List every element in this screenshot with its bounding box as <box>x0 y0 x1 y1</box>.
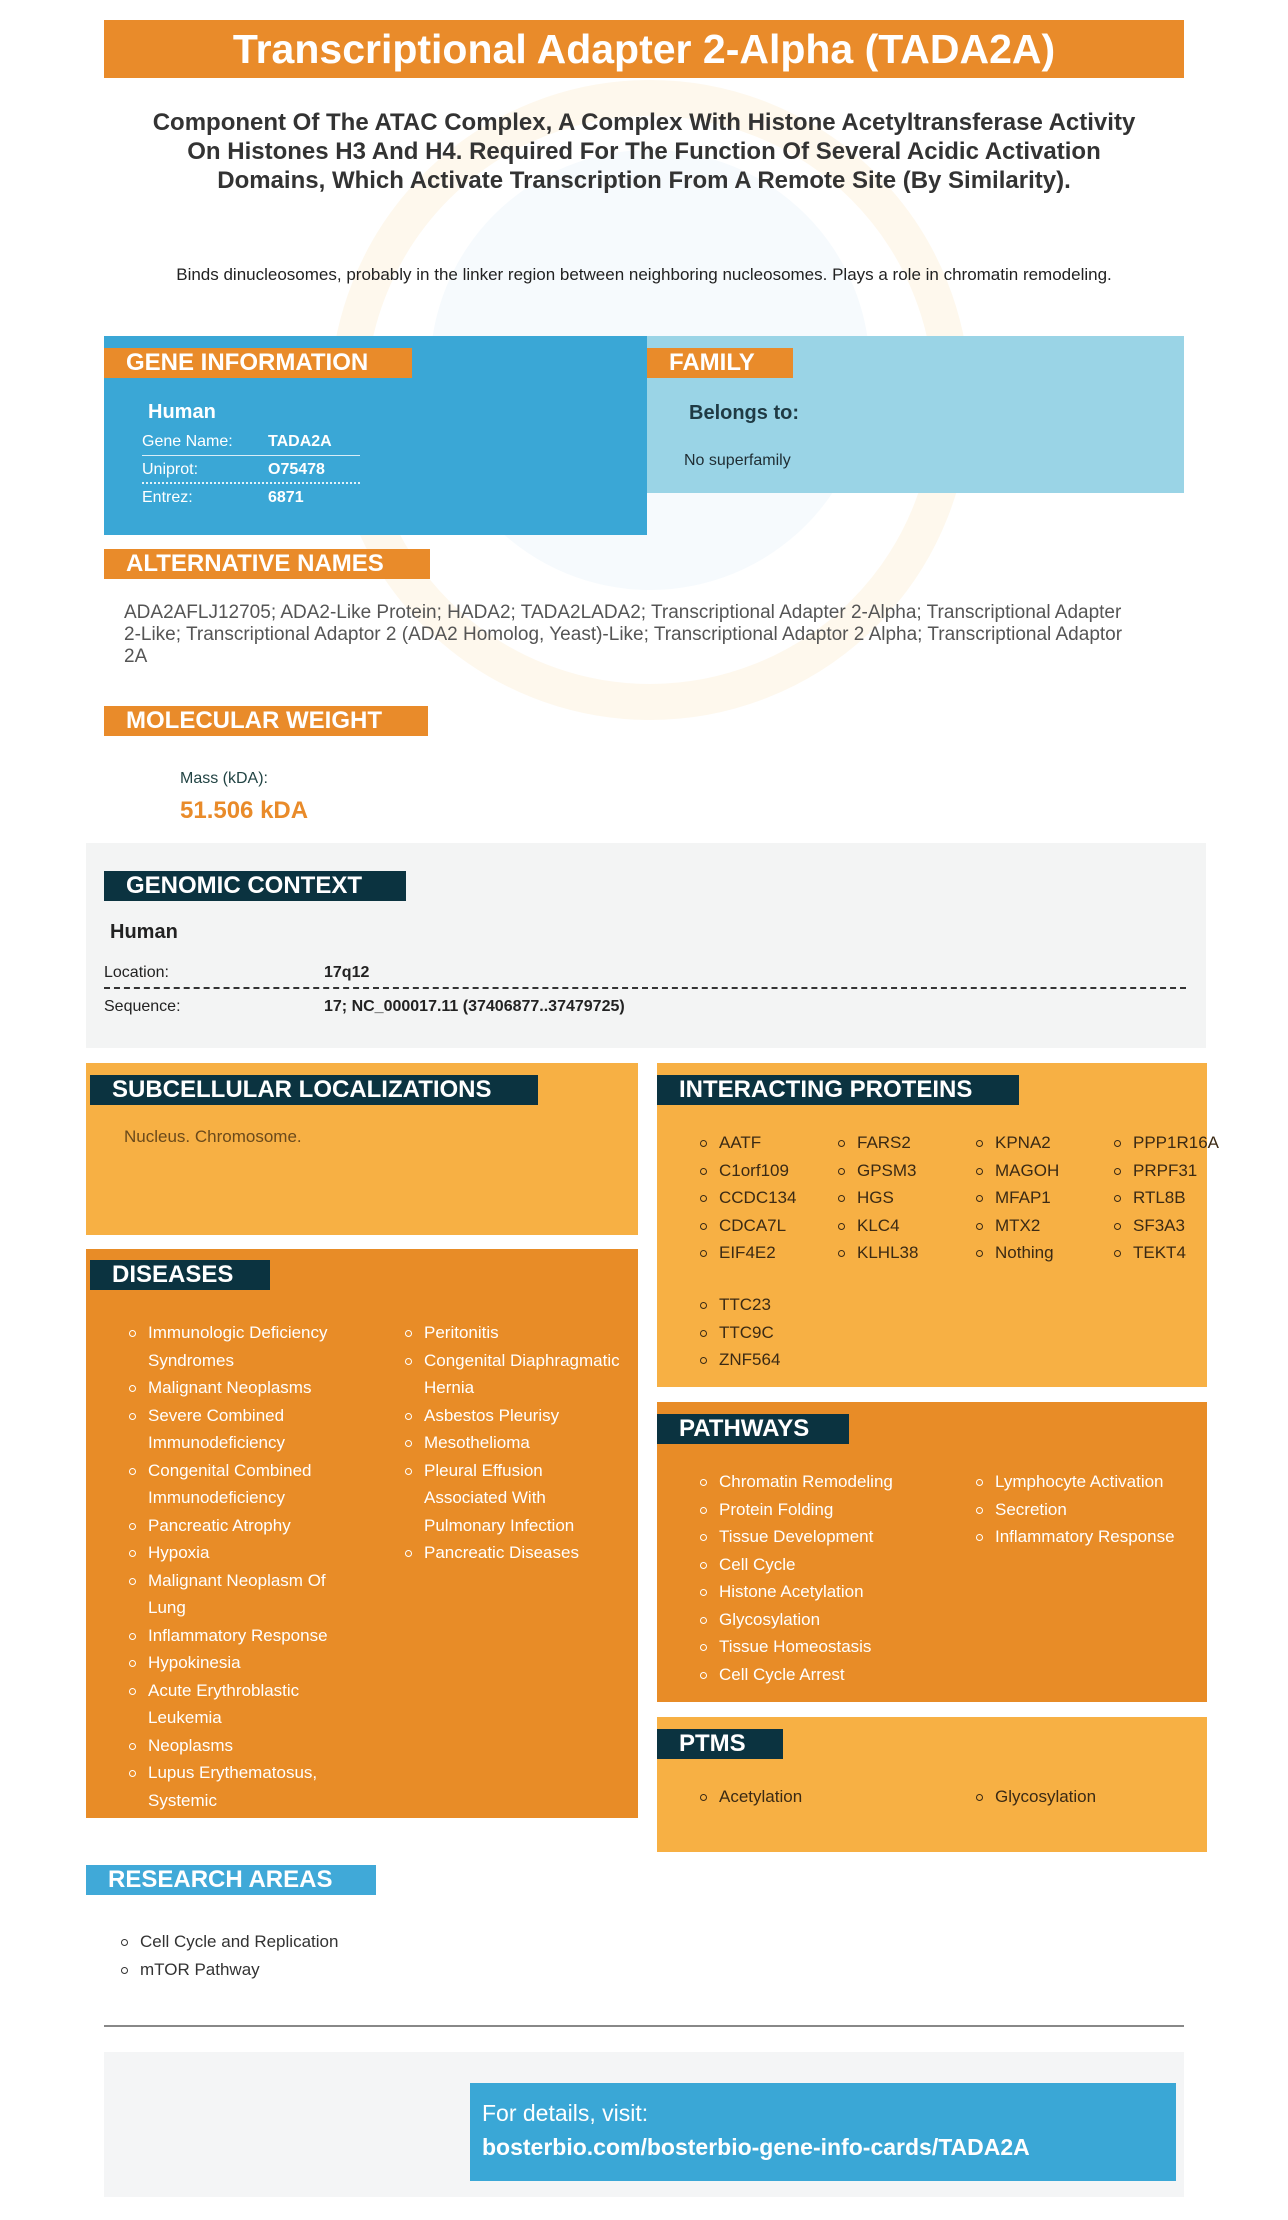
details-label: For details, visit: <box>482 2100 649 2126</box>
entrez-value: 6871 <box>268 489 304 506</box>
ptms-col1 <box>699 1783 802 1811</box>
research-areas-list <box>120 1928 338 1983</box>
uniprot-row <box>142 456 360 484</box>
mass-label: Mass (kDA): <box>180 770 268 787</box>
location-row <box>104 957 1186 989</box>
list-item: Secretion <box>975 1496 1175 1524</box>
pathways-col1 <box>699 1468 893 1688</box>
diseases-header: DISEASES <box>90 1260 270 1290</box>
list-item: Peritonitis <box>404 1319 629 1347</box>
list-item: KPNA2 <box>975 1129 1059 1157</box>
list-item: Tissue Homeostasis <box>699 1633 893 1661</box>
list-item: Glycosylation <box>975 1783 1096 1811</box>
list-item: GPSM3 <box>837 1157 918 1185</box>
list-item: CCDC134 <box>699 1184 796 1212</box>
list-item: MAGOH <box>975 1157 1059 1185</box>
protein-description: Binds dinucleosomes, probably in the linker region between neighboring nucleosomes. Plays a role in chromatin remodeling. <box>176 265 1112 284</box>
list-item: Inflammatory Response <box>975 1523 1175 1551</box>
list-item: Tissue Development <box>699 1523 893 1551</box>
list-item: Severe Combined Immunodeficiency <box>128 1402 353 1457</box>
list-item: AATF <box>699 1129 796 1157</box>
entrez-label: Entrez: <box>142 489 193 506</box>
list-item: FARS2 <box>837 1129 918 1157</box>
location-value: 17q12 <box>324 964 370 981</box>
proteins-col4 <box>1113 1129 1219 1267</box>
genomic-species: Human <box>110 921 178 943</box>
list-item: Asbestos Pleurisy <box>404 1402 629 1430</box>
list-item: TEKT4 <box>1113 1239 1219 1267</box>
ptms-col2 <box>975 1783 1096 1811</box>
protein-function-summary: Component Of The ATAC Complex, A Complex With Histone Acetyltransferase Activity On Histones H3 And H4. Required For The Function Of Several Acidic Activation Domains, Which Activate Transcription From A Remote Site (By Similarity). <box>152 109 1136 194</box>
genomic-context-header: GENOMIC CONTEXT <box>104 871 406 901</box>
list-item: CDCA7L <box>699 1212 796 1240</box>
page-title: Transcriptional Adapter 2-Alpha (TADA2A) <box>104 20 1184 78</box>
family-value: No superfamily <box>684 452 791 469</box>
list-item: Chromatin Remodeling <box>699 1468 893 1496</box>
family-header: FAMILY <box>647 348 793 378</box>
sequence-row <box>104 991 1186 1023</box>
entrez-row <box>142 484 360 512</box>
location-label: Location: <box>104 964 169 981</box>
proteins-col1 <box>699 1129 796 1267</box>
list-item: KLC4 <box>837 1212 918 1240</box>
list-item: Pleural Effusion Associated With Pulmonary Infection <box>404 1457 629 1540</box>
list-item: ZNF564 <box>699 1346 780 1374</box>
gene-name-label: Gene Name: <box>142 433 233 450</box>
diseases-list-col1 <box>128 1319 353 1814</box>
list-item: Lymphocyte Activation <box>975 1468 1175 1496</box>
list-item: Pancreatic Diseases <box>404 1539 629 1567</box>
subcellular-text: Nucleus. Chromosome. <box>124 1127 302 1146</box>
gene-name-value: TADA2A <box>268 433 332 450</box>
mass-value: 51.506 kDA <box>180 797 309 824</box>
pathways-panel <box>657 1402 1207 1702</box>
list-item: Pancreatic Atrophy <box>128 1512 353 1540</box>
uniprot-label: Uniprot: <box>142 461 199 478</box>
ptms-panel <box>657 1717 1207 1852</box>
proteins-col2 <box>837 1129 918 1267</box>
list-item: KLHL38 <box>837 1239 918 1267</box>
proteins-col3 <box>975 1129 1059 1267</box>
details-url[interactable]: bosterbio.com/bosterbio-gene-info-cards/TADA2A <box>482 2134 1030 2160</box>
gene-info-species: Human <box>148 401 216 423</box>
list-item: EIF4E2 <box>699 1239 796 1267</box>
list-item: MFAP1 <box>975 1184 1059 1212</box>
list-item: Hypokinesia <box>128 1649 353 1677</box>
family-panel <box>647 336 1184 493</box>
research-areas-header: RESEARCH AREAS <box>86 1865 376 1895</box>
gene-name-row <box>142 428 360 456</box>
list-item: Cell Cycle and Replication <box>120 1928 338 1956</box>
list-item: Nothing <box>975 1239 1059 1267</box>
list-item: SF3A3 <box>1113 1212 1219 1240</box>
list-item: Hypoxia <box>128 1539 353 1567</box>
list-item: TTC23 <box>699 1291 780 1319</box>
alternative-names-text: ADA2AFLJ12705; ADA2-Like Protein; HADA2; TADA2LADA2; Transcriptional Adapter 2-Alpha; Transcriptional Adapter 2-Like; Transcriptional Adaptor 2 (ADA2 Homolog, Yeast)-Like; Transcriptional Adaptor 2 Alpha; Transcriptional Adaptor 2A <box>124 602 1123 667</box>
genomic-context-panel <box>86 843 1206 1048</box>
uniprot-value: O75478 <box>268 461 325 478</box>
family-belongs-label: Belongs to: <box>689 402 799 424</box>
list-item: Malignant Neoplasm Of Lung <box>128 1567 353 1622</box>
list-item: Cell Cycle <box>699 1551 893 1579</box>
list-item: Immunologic Deficiency Syndromes <box>128 1319 353 1374</box>
list-item: PPP1R16A <box>1113 1129 1219 1157</box>
details-link-box[interactable] <box>470 2083 1176 2181</box>
list-item: HGS <box>837 1184 918 1212</box>
interacting-proteins-panel <box>657 1063 1219 1387</box>
gene-information-header: GENE INFORMATION <box>104 348 412 378</box>
list-item: RTL8B <box>1113 1184 1219 1212</box>
sequence-value: 17; NC_000017.11 (37406877..37479725) <box>324 998 625 1015</box>
list-item: Acute Erythroblastic Leukemia <box>128 1677 353 1732</box>
divider <box>104 2025 1184 2027</box>
sequence-label: Sequence: <box>104 998 181 1015</box>
diseases-list-col2 <box>404 1319 629 1567</box>
subcellular-panel <box>86 1063 638 1235</box>
list-item: Protein Folding <box>699 1496 893 1524</box>
ptms-header: PTMS <box>657 1729 783 1759</box>
list-item: Histone Acetylation <box>699 1578 893 1606</box>
diseases-panel <box>86 1249 638 1818</box>
list-item: Inflammatory Response <box>128 1622 353 1650</box>
molecular-weight-header: MOLECULAR WEIGHT <box>104 706 428 736</box>
list-item: PRPF31 <box>1113 1157 1219 1185</box>
gene-information-panel <box>104 336 647 535</box>
pathways-col2 <box>975 1468 1175 1551</box>
list-item: Malignant Neoplasms <box>128 1374 353 1402</box>
pathways-header: PATHWAYS <box>657 1414 849 1444</box>
list-item: MTX2 <box>975 1212 1059 1240</box>
list-item: Cell Cycle Arrest <box>699 1661 893 1689</box>
list-item: Congenital Diaphragmatic Hernia <box>404 1347 629 1402</box>
interacting-proteins-header: INTERACTING PROTEINS <box>657 1075 1019 1105</box>
list-item: Glycosylation <box>699 1606 893 1634</box>
proteins-extra <box>699 1291 780 1374</box>
list-item: C1orf109 <box>699 1157 796 1185</box>
list-item: Mesothelioma <box>404 1429 629 1457</box>
list-item: TTC9C <box>699 1319 780 1347</box>
list-item: Lupus Erythematosus, Systemic <box>128 1759 353 1814</box>
subcellular-header: SUBCELLULAR LOCALIZATIONS <box>90 1075 538 1105</box>
list-item: Acetylation <box>699 1783 802 1811</box>
alternative-names-header: ALTERNATIVE NAMES <box>104 549 430 579</box>
list-item: Congenital Combined Immunodeficiency <box>128 1457 353 1512</box>
footer <box>104 2052 1184 2197</box>
list-item: Neoplasms <box>128 1732 353 1760</box>
list-item: mTOR Pathway <box>120 1956 338 1984</box>
